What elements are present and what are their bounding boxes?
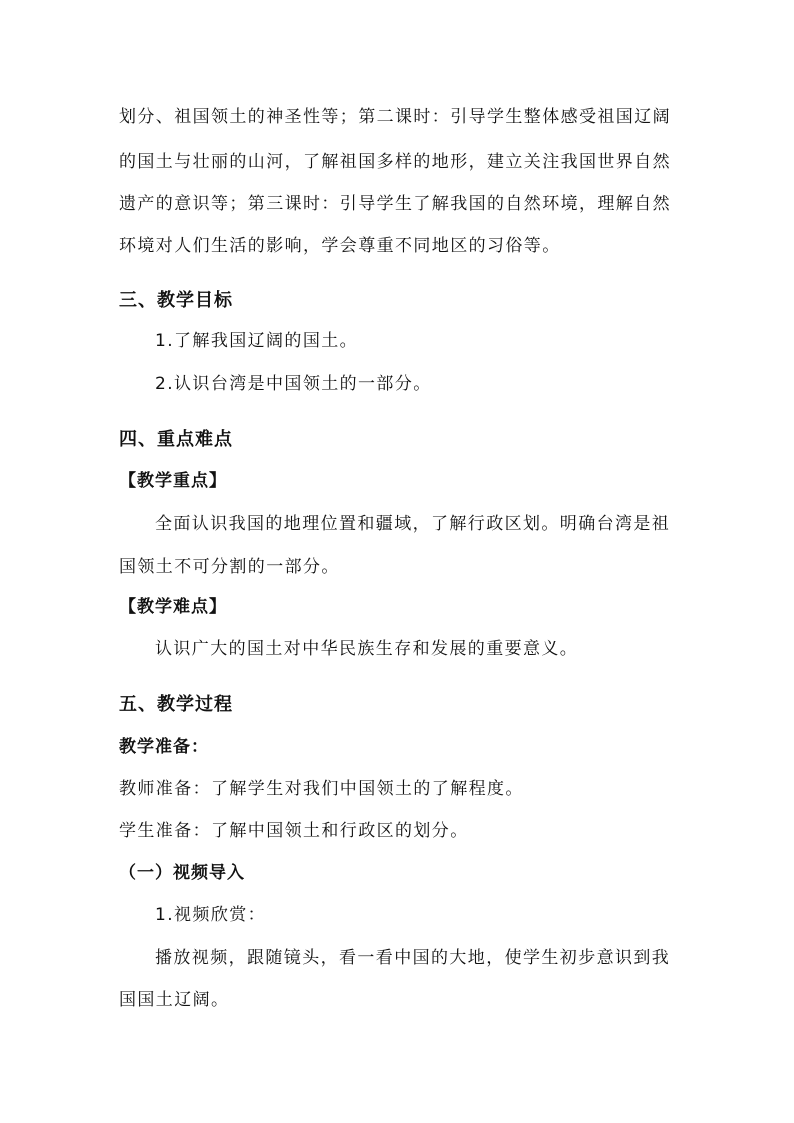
section-heading-key-points: 四、重点难点 [119, 429, 233, 450]
part1-item-1: 1.视频欣赏： [155, 905, 267, 925]
intro-line-4: 环境对人们生活的影响，学会尊重不同地区的习俗等。 [119, 236, 561, 256]
section-heading-process: 五、教学过程 [119, 694, 233, 715]
part1-line-1: 播放视频，跟随镜头，看一看中国的大地，使学生初步意识到我 [155, 948, 671, 968]
part1-line-2: 国国土辽阔。 [119, 990, 230, 1010]
intro-line-2: 的国土与壮丽的山河，了解祖国多样的地形，建立关注我国世界自然 [119, 152, 671, 172]
objective-item-2: 2.认识台湾是中国领土的一部分。 [155, 374, 432, 394]
intro-line-3: 遗产的意识等；第三课时：引导学生了解我国的自然环境，理解自然 [119, 194, 671, 214]
teacher-prep-line: 教师准备：了解学生对我们中国领土的了解程度。 [119, 779, 524, 799]
objective-item-1: 1.了解我国辽阔的国土。 [155, 331, 359, 351]
key-point-line-1: 全面认识我国的地理位置和疆域，了解行政区划。明确台湾是祖 [155, 514, 671, 534]
section-heading-objectives: 三、教学目标 [119, 290, 233, 311]
part1-title: （一）视频导入 [119, 863, 245, 883]
student-prep-line: 学生准备：了解中国领土和行政区的划分。 [119, 821, 469, 841]
difficult-point-label: 【教学难点】 [119, 597, 227, 617]
key-point-line-2: 国领土不可分割的一部分。 [119, 557, 340, 577]
key-point-label: 【教学重点】 [119, 471, 227, 491]
difficult-point-line-1: 认识广大的国土对中华民族生存和发展的重要意义。 [155, 639, 579, 659]
teaching-prep-label: 教学准备： [119, 737, 209, 757]
intro-line-1: 划分、祖国领土的神圣性等；第二课时：引导学生整体感受祖国辽阔 [119, 107, 671, 127]
